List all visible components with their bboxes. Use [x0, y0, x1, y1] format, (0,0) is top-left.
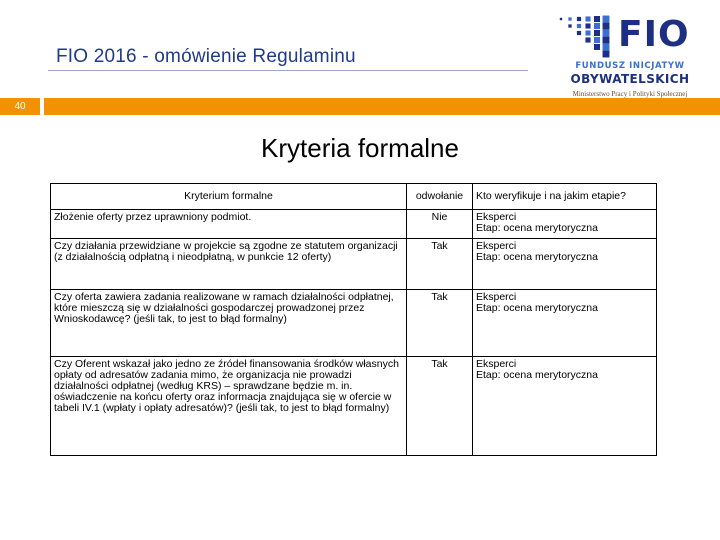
- who-line-2: Etap: ocena merytoryczna: [476, 251, 598, 263]
- who-line-1: Eksperci: [476, 291, 517, 303]
- header-appeal: odwołanie: [407, 184, 473, 210]
- logo-dot: [594, 37, 600, 43]
- who-line-2: Etap: ocena merytoryczna: [476, 222, 598, 234]
- who-line-1: Eksperci: [476, 211, 517, 223]
- logo-dot: [585, 30, 590, 35]
- who-cell: [473, 210, 657, 239]
- who-line-2: Etap: ocena merytoryczna: [476, 369, 598, 381]
- logo-dot: [568, 17, 571, 20]
- who-cell: [473, 357, 657, 456]
- table-row: [51, 210, 657, 239]
- who-cell: [473, 239, 657, 290]
- appeal-cell: Tak: [407, 239, 473, 290]
- logo-dot: [568, 24, 571, 27]
- appeal-cell: Tak: [407, 290, 473, 357]
- who-line-1: Eksperci: [476, 240, 517, 252]
- logo-dot: [560, 18, 562, 20]
- logo-dot: [585, 16, 590, 21]
- logo-dot: [594, 16, 600, 22]
- dot-grid-logo-icon: [556, 14, 616, 58]
- table-header-row: [51, 184, 657, 210]
- appeal-cell: Nie: [407, 210, 473, 239]
- logo-line-2: OBYWATELSKICH: [570, 72, 690, 86]
- header-divider: [48, 70, 528, 71]
- logo-dot: [603, 44, 610, 51]
- who-line-2: Etap: ocena merytoryczna: [476, 302, 598, 314]
- slide-number: 40: [14, 101, 26, 112]
- criterion-cell: Czy oferta zawiera zadania realizowane w ramach działalności odpłatnej, które mieszczą się w działalności gospodarczej prowadzonej przez Wnioskodawcę? (jeśli tak, to jest to błąd formalny): [51, 290, 407, 357]
- header-criterion: Kryterium formalne: [51, 184, 407, 210]
- logo-line-1: FUNDUSZ INICJATYW: [575, 61, 685, 71]
- logo-line-3: Ministerstwo Pracy i Polityki Społecznej: [572, 90, 688, 98]
- logo-dot: [594, 30, 600, 36]
- criteria-table: [50, 183, 657, 456]
- logo-dot: [585, 37, 590, 42]
- table-row: [51, 239, 657, 290]
- who-cell: [473, 290, 657, 357]
- logo-dot: [577, 31, 581, 35]
- logo-dot: [603, 51, 610, 58]
- logo-dot: [577, 17, 581, 21]
- slide-title: Kryteria formalne: [261, 133, 459, 163]
- criterion-cell: Czy Oferent wskazał jako jedno ze źródeł finansowania środków własnych opłaty od adresatów zadania mimo, że organizacja nie prowadzi działalności odpłatnej (według KRS) – sprawdzane będzie m. in. oświadczenie na końcu oferty oraz informacja znajdująca się w ofercie w tabeli IV.1 (wpłaty i opłaty adresatów)? (jeśli tak, to jest to błąd formalny): [51, 357, 407, 456]
- table-row: [51, 290, 657, 357]
- criterion-cell: Złożenie oferty przez uprawniony podmiot.: [51, 210, 407, 239]
- logo-dot: [585, 23, 590, 28]
- logo-dot: [577, 24, 581, 28]
- logo-dot: [594, 23, 600, 29]
- logo-dot: [594, 44, 600, 50]
- logo-dot: [603, 23, 610, 30]
- logo-dot: [603, 37, 610, 44]
- presentation-title: FIO 2016 - omówienie Regulaminu: [56, 46, 356, 67]
- header-who-verifies: Kto weryfikuje i na jakim etapie?: [473, 184, 657, 210]
- logo-dot: [603, 16, 610, 23]
- table-row: [51, 357, 657, 456]
- logo-dot: [603, 30, 610, 37]
- appeal-cell: Tak: [407, 357, 473, 456]
- logo-mark: FIO: [618, 14, 690, 55]
- fio-logo: [556, 8, 704, 98]
- accent-bar: [44, 98, 720, 115]
- slide-number-bar: [0, 98, 720, 115]
- criterion-cell: Czy działania przewidziane w projekcie są zgodne ze statutem organizacji (z działalnością odpłatną i nieodpłatną, w punkcie 12 oferty): [51, 239, 407, 290]
- who-line-1: Eksperci: [476, 358, 517, 370]
